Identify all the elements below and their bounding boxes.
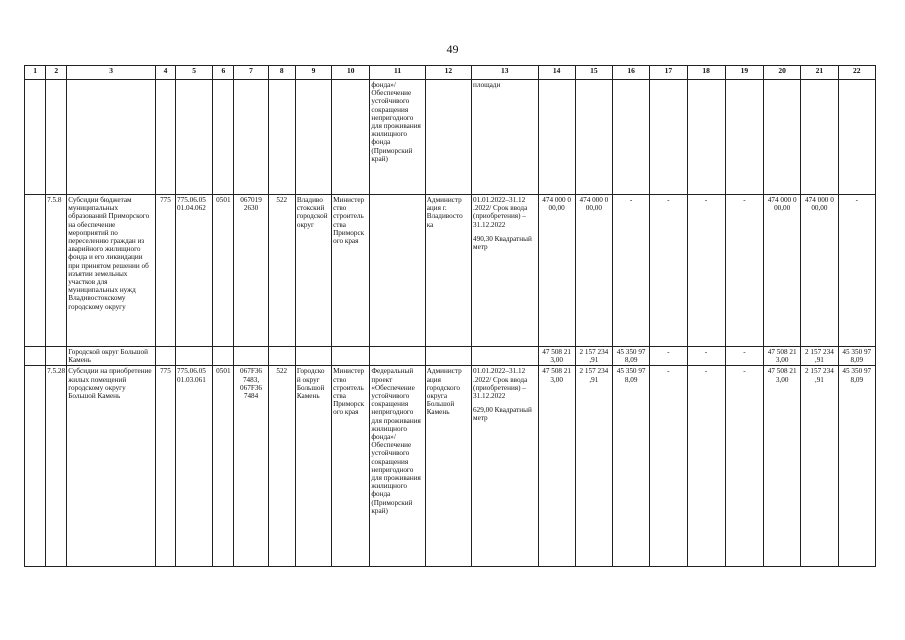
ministry-cell: Министер ство строитель ства Приморск ого края xyxy=(332,366,370,567)
amount-cell: - xyxy=(687,195,725,347)
municipality-cell: Владиво стокский городской округ xyxy=(295,195,331,347)
code-cell: 775.06.05 01.04.062 xyxy=(176,195,213,347)
amount-cell: 2 157 234 ,91 xyxy=(575,366,612,567)
table-row-7-5-8 xyxy=(25,195,876,347)
budget-table xyxy=(24,65,876,567)
amount-cell: - xyxy=(613,195,650,347)
amount-cell: 474 000 0 00,00 xyxy=(575,195,612,347)
amount-cell: - xyxy=(650,347,687,366)
target-code-cell: 067F36 7483, 067F36 7484 xyxy=(234,366,268,567)
amount-cell: 474 000 0 00,00 xyxy=(764,195,801,347)
municipality-cell: Городско й округ Большой Камень xyxy=(295,366,331,567)
grbs-code-cell: 775 xyxy=(155,195,175,347)
amount-cell: - xyxy=(725,195,763,347)
item-number-cell: 7.5.28 xyxy=(46,366,67,567)
project-name-cell: фонда»/Обеспечение устойчивого сокращения непригодного для проживания жилищного фонда (Приморский край) xyxy=(370,80,425,195)
header-cell: 6 xyxy=(213,66,234,80)
header-cell: 3 xyxy=(67,66,156,80)
item-description-cell: Субсидии бюджетам муниципальных образований Приморского на обеспечение мероприятий по переселению граждан из аварийного жилищного фонда и его ликвидации при принятом решении об изъятии земельных участков для муниципальных нужд Владивостокскому городскому округу xyxy=(67,195,156,347)
project-name-cell xyxy=(370,195,425,347)
capacity-text: 629,00 Квадратный метр xyxy=(473,406,532,423)
period-capacity-cell xyxy=(472,366,538,567)
header-row xyxy=(25,66,876,80)
amount-cell: 45 350 97 8,09 xyxy=(613,347,650,366)
ministry-cell: Министер ство строитель ства Приморск ого края xyxy=(332,195,370,347)
amount-cell: 474 000 0 00,00 xyxy=(538,195,575,347)
header-cell: 12 xyxy=(425,66,471,80)
amount-cell: - xyxy=(687,347,725,366)
amount-cell: 2 157 234 ,91 xyxy=(801,366,838,567)
table-row-7-5-28 xyxy=(25,366,876,567)
amount-cell: 47 508 21 3,00 xyxy=(538,347,575,366)
header-cell: 4 xyxy=(155,66,175,80)
header-cell: 10 xyxy=(332,66,370,80)
header-cell: 15 xyxy=(575,66,612,80)
amount-cell: 45 350 97 8,09 xyxy=(838,366,875,567)
amount-cell: - xyxy=(650,366,687,567)
amount-cell: 2 157 234 ,91 xyxy=(575,347,612,366)
amount-cell: - xyxy=(725,347,763,366)
capacity-text: 490,30 Квадратный метр xyxy=(473,234,532,252)
expense-type-cell: 522 xyxy=(268,366,295,567)
header-cell: 13 xyxy=(472,66,538,80)
period-text: 01.01.2022–31.12 .2022/ Срок ввода (приобретения) – 31.12.2022 xyxy=(473,196,528,229)
section-code-cell: 0501 xyxy=(213,366,234,567)
amount-cell: 47 508 21 3,00 xyxy=(764,347,801,366)
grbs-code-cell: 775 xyxy=(155,366,175,567)
header-cell: 1 xyxy=(25,66,46,80)
header-cell: 9 xyxy=(295,66,331,80)
amount-cell: - xyxy=(687,366,725,567)
section-code-cell: 0501 xyxy=(213,195,234,347)
capacity-cell: площади xyxy=(472,80,538,195)
header-cell: 11 xyxy=(370,66,425,80)
header-cell: 2 xyxy=(46,66,67,80)
table-row-city-total xyxy=(25,347,876,366)
header-cell: 19 xyxy=(725,66,763,80)
item-number-cell: 7.5.8 xyxy=(46,195,67,347)
target-code-cell: 067019 2630 xyxy=(234,195,268,347)
city-name-cell: Городской округ Большой Камень xyxy=(67,347,156,366)
expense-type-cell: 522 xyxy=(268,195,295,347)
amount-cell: - xyxy=(725,366,763,567)
amount-cell: - xyxy=(838,195,875,347)
item-description-cell: Субсидии на приобретение жилых помещений городскому округу Большой Камень xyxy=(67,366,156,567)
amount-cell: 45 350 97 8,09 xyxy=(613,366,650,567)
header-cell: 16 xyxy=(613,66,650,80)
table-row-continuation xyxy=(25,80,876,195)
page-number: 49 xyxy=(446,42,459,56)
header-cell: 17 xyxy=(650,66,687,80)
amount-cell: - xyxy=(650,195,687,347)
header-cell: 14 xyxy=(538,66,575,80)
administration-cell: Администр ация городского округа Большой Камень xyxy=(425,366,471,567)
header-cell: 22 xyxy=(838,66,875,80)
amount-cell: 474 000 0 00,00 xyxy=(801,195,838,347)
code-cell: 775.06.05 01.03.061 xyxy=(176,366,213,567)
amount-cell: 2 157 234 ,91 xyxy=(801,347,838,366)
header-cell: 5 xyxy=(176,66,213,80)
header-cell: 8 xyxy=(268,66,295,80)
project-name-cell: Федеральный проект «Обеспечение устойчивого сокращения непригодного для проживания жилищного фонда»/Обеспечение устойчивого сокращения непригодного для проживания жилищного фонда (Приморский край) xyxy=(370,366,425,567)
header-cell: 21 xyxy=(801,66,838,80)
header-cell: 7 xyxy=(234,66,268,80)
amount-cell: 47 508 21 3,00 xyxy=(538,366,575,567)
header-cell: 20 xyxy=(764,66,801,80)
header-cell: 18 xyxy=(687,66,725,80)
amount-cell: 45 350 97 8,09 xyxy=(838,347,875,366)
administration-cell: Администр ация г. Владивосто ка xyxy=(425,195,471,347)
amount-cell: 47 508 21 3,00 xyxy=(764,366,801,567)
period-text: 01.01.2022–31.12 .2022/ Срок ввода (приобретения) – 31.12.2022 xyxy=(473,367,528,401)
period-capacity-cell xyxy=(472,195,538,347)
